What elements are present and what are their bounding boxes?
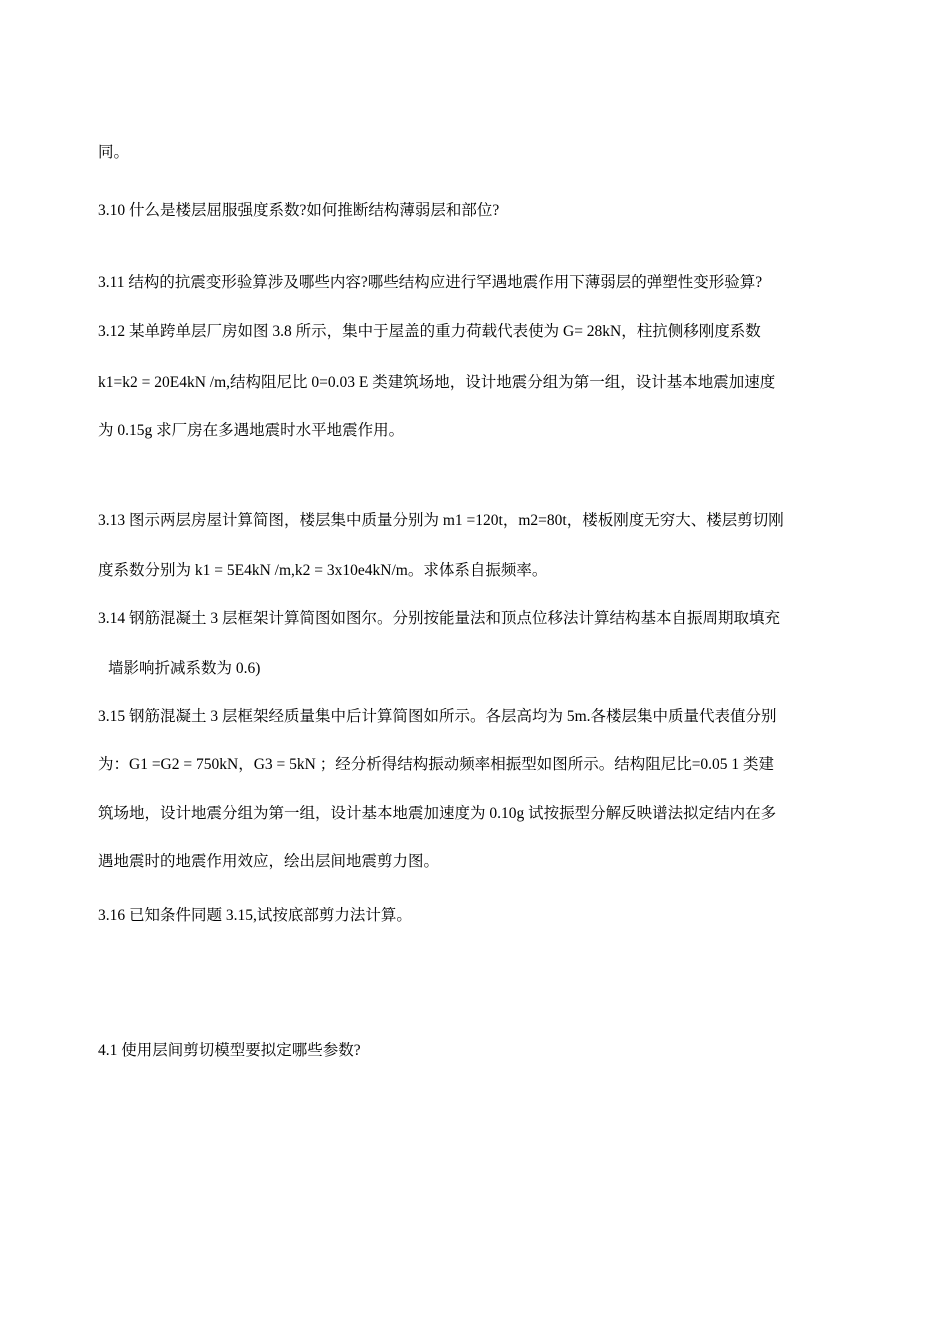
question-3-15-line-2: 为：G1 =G2 = 750kN，G3 = 5kN ；经分析得结构振动频率相振型如图所示。结构阻尼比=0.05 1 类建 [98, 756, 775, 773]
question-3-14-line-2: 墙影响折减系数为 0.6) [108, 660, 261, 677]
question-4-1: 4.1 使用层间剪切模型要拟定哪些参数? [98, 1042, 361, 1059]
question-3-15-line-3: 筑场地，设计地震分组为第一组，设计基本地震加速度为 0.10g 试按振型分解反映谱法拟定结内在多 [98, 805, 777, 822]
question-3-11: 3.11 结构的抗震变形验算涉及哪些内容?哪些结构应进行罕遇地震作用下薄弱层的弹塑性变形验算? [98, 274, 763, 291]
question-3-13-line-2: 度系数分别为 k1 = 5E4kN /m,k2 = 3x10e4kN/m。求体系自振频率。 [98, 562, 548, 579]
question-3-12-line-1: 3.12 某单跨单层厂房如图 3.8 所示，集中于屋盖的重力荷载代表使为 G= 28kN，柱抗侧移刚度系数 [98, 323, 761, 340]
question-3-12-line-2: k1=k2 = 20E4kN /m,结构阻尼比 0=0.03 E 类建筑场地，设计地震分组为第一组，设计基本地震加速度 [98, 374, 776, 391]
question-3-16: 3.16 已知条件同题 3.15,试按底部剪力法计算。 [98, 907, 412, 924]
question-3-13-line-1: 3.13 图示两层房屋计算简图，楼层集中质量分别为 m1 =120t，m2=80t，楼板刚度无穷大、楼层剪切刚 [98, 512, 784, 529]
question-3-14-line-1: 3.14 钢筋混凝土 3 层框架计算简图如图尔。分别按能量法和顶点位移法计算结构基本自振周期取填充 [98, 610, 781, 627]
text-line-continuation: 同。 [98, 144, 130, 161]
question-3-10: 3.10 什么是楼层屈服强度系数?如何推断结构薄弱层和部位? [98, 202, 500, 219]
question-3-15-line-1: 3.15 钢筋混凝土 3 层框架经质量集中后计算简图如所示。各层高均为 5m.各楼层集中质量代表值分别 [98, 708, 777, 725]
question-3-15-line-4: 遇地震时的地震作用效应，绘出层间地震剪力图。 [98, 853, 440, 870]
question-3-12-line-3: 为 0.15g 求厂房在多遇地震时水平地震作用。 [98, 422, 405, 439]
